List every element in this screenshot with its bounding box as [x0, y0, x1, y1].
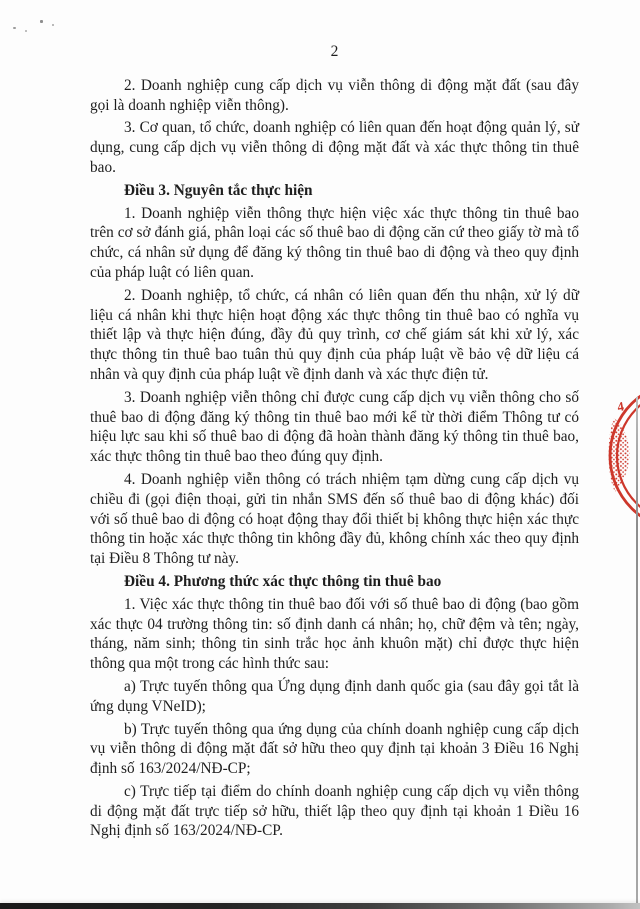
- paragraph: a) Trực tuyến thông qua Ứng dụng định danh quốc gia (sau đây gọi tắt là ứng dụng VNeID);: [90, 677, 579, 715]
- paragraph: 1. Việc xác thực thông tin thuê bao đối với số thuê bao di động (bao gồm xác thực 04 trường thông tin: số định danh cá nhân; họ, chữ đệm và tên; ngày, tháng, năm sinh; thông tin sinh trắc học ảnh khuôn mặt) chỉ được thực hiện thông qua một trong các hình thức sau:: [90, 595, 579, 673]
- scan-edge-line: [636, 397, 638, 903]
- red-seal-stamp-icon: [606, 385, 640, 535]
- noise-speck: [52, 24, 54, 26]
- noise-speck: [25, 30, 27, 32]
- paragraph: 2. Doanh nghiệp cung cấp dịch vụ viễn thông di động mặt đất (sau đây gọi là doanh nghiệp viễn thông).: [90, 76, 579, 114]
- scan-bottom-edge: [0, 903, 640, 909]
- paragraph: c) Trực tiếp tại điểm do chính doanh nghiệp cung cấp dịch vụ viễn thông di động mặt đất trực tiếp sở hữu, thiết lập theo quy định tại khoản 1 Điều 16 Nghị định số 163/2024/NĐ-CP.: [90, 782, 579, 840]
- section-heading: Điều 3. Nguyên tắc thực hiện: [124, 181, 313, 199]
- page-number: 2: [330, 43, 339, 60]
- page-content: [90, 42, 579, 844]
- paragraph: 1. Doanh nghiệp viễn thông thực hiện việc xác thực thông tin thuê bao trên cơ sở đánh giá, phân loại các số thuê bao di động căn cứ theo giấy tờ mà tổ chức, cá nhân sử dụng để đăng ký thông tin thuê bao di động và theo quy định của pháp luật có liên quan.: [90, 204, 579, 281]
- scan-noise-specks: [0, 0, 80, 45]
- paragraph: 3. Doanh nghiệp viễn thông chỉ được cung cấp dịch vụ viễn thông cho số thuê bao di động đăng ký thông tin thuê bao mới kể từ thời điểm Thông tư có hiệu lực sau khi số thuê bao di động đã hoàn thành đăng ký thông tin thuê bao, xác thực thông tin thuê bao theo đúng quy định.: [90, 388, 579, 466]
- section-heading: Điều 4. Phương thức xác thực thông tin thuê bao: [124, 572, 442, 590]
- noise-speck: [13, 27, 16, 29]
- paragraph: 4. Doanh nghiệp viễn thông có trách nhiệm tạm dừng cung cấp dịch vụ chiều đi (gọi điện thoại, gửi tin nhắn SMS đến số thuê bao di động khác) đối với số thuê bao di động có hoạt động thay đổi thiết bị không thực hiện xác thực thông tin hoặc xác thực thông tin không đầy đủ, không chính xác theo quy định tại Điều 8 Thông tư này.: [90, 470, 579, 568]
- paragraph: 3. Cơ quan, tổ chức, doanh nghiệp có liên quan đến hoạt động quản lý, sử dụng, cung cấp dịch vụ viễn thông di động mặt đất và xác thực thông tin thuê bao.: [90, 119, 579, 176]
- paragraph: b) Trực tuyến thông qua ứng dụng của chính doanh nghiệp cung cấp dịch vụ viễn thông di động mặt đất sở hữu theo quy định tại khoản 3 Điều 16 Nghị định số 163/2024/NĐ-CP;: [90, 720, 579, 778]
- noise-speck: [40, 20, 43, 23]
- stamp-digit: 4: [616, 398, 626, 415]
- paragraph: 2. Doanh nghiệp, tổ chức, cá nhân có liên quan đến thu nhận, xử lý dữ liệu cá nhân khi thực hiện hoạt động xác thực thông tin thuê bao có nghĩa vụ thiết lập và thực hiện đúng, đầy đủ quy trình, cơ chế giám sát khi xử lý, xác thực thông tin thuê bao tuân thủ quy định của pháp luật về bảo vệ dữ liệu cá nhân và quy định của pháp luật về định danh và xác thực điện tử.: [90, 286, 579, 383]
